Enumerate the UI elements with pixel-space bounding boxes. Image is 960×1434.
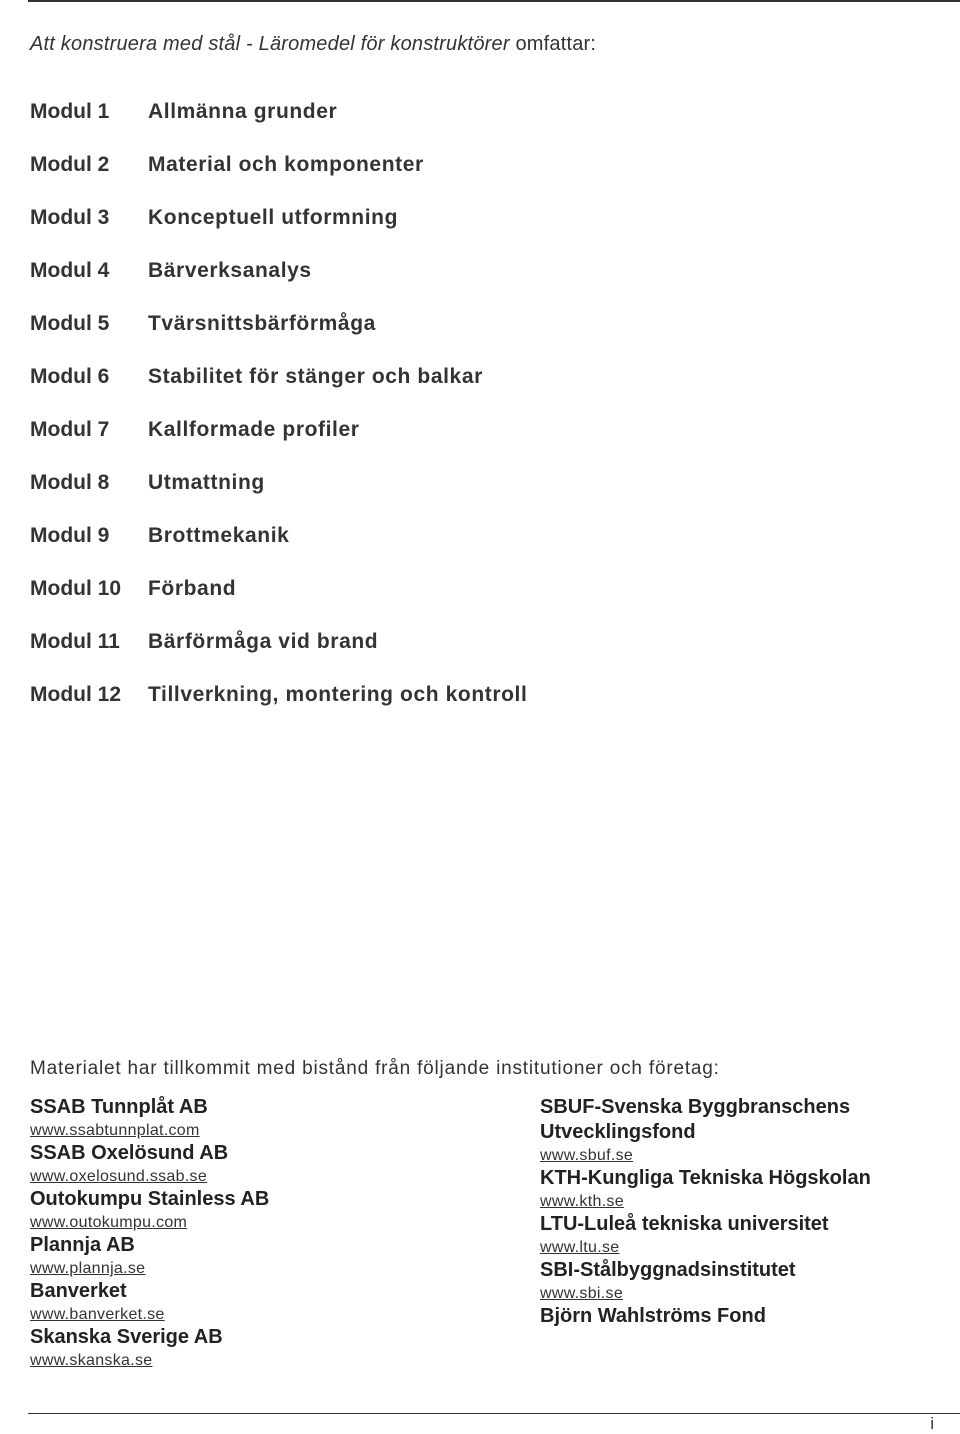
module-title: Kallformade profiler — [148, 417, 360, 441]
module-title: Konceptuell utformning — [148, 205, 399, 229]
module-number: Modul 11 — [30, 629, 120, 653]
module-item — [30, 350, 730, 403]
top-divider — [28, 0, 960, 2]
module-number: Modul 6 — [30, 364, 110, 388]
module-item — [30, 509, 730, 562]
sponsor-link[interactable]: www.oxelosund.ssab.se — [30, 1168, 208, 1185]
module-number: Modul 8 — [30, 470, 110, 494]
module-number: Modul 4 — [30, 258, 110, 282]
sponsor-link[interactable]: www.plannja.se — [30, 1260, 146, 1277]
support-intro-text: Materialet har tillkommit med bistånd från följande institutioner och företag: — [30, 1058, 720, 1079]
module-item — [30, 562, 730, 615]
module-number: Modul 5 — [30, 311, 110, 335]
intro-line — [30, 33, 596, 56]
module-item — [30, 191, 730, 244]
module-number: Modul 12 — [30, 682, 122, 706]
sponsor-name: SBUF-Svenska Byggbranschens Utvecklingsfond — [540, 1096, 851, 1143]
sponsor-name: Banverket — [30, 1280, 127, 1302]
sponsor-name: SSAB Oxelösund AB — [30, 1142, 229, 1164]
sponsor-name: LTU-Luleå tekniska universitet — [540, 1213, 829, 1235]
sponsor-link[interactable]: www.sbuf.se — [540, 1147, 634, 1164]
sponsor-link[interactable]: www.ltu.se — [540, 1239, 620, 1256]
module-item — [30, 297, 730, 350]
module-item — [30, 615, 730, 668]
sponsor-list-right — [540, 1095, 950, 1329]
module-item — [30, 244, 730, 297]
sponsor-list-left — [30, 1095, 500, 1371]
bottom-divider — [28, 1413, 960, 1414]
module-title: Tillverkning, montering och kontroll — [148, 682, 528, 706]
module-item — [30, 668, 730, 721]
module-title: Utmattning — [148, 470, 265, 494]
sponsor-link[interactable]: www.ssabtunnplat.com — [30, 1122, 200, 1139]
module-item — [30, 85, 730, 138]
module-title: Allmänna grunder — [148, 99, 338, 123]
module-number: Modul 9 — [30, 523, 110, 547]
sponsor-name: Outokumpu Stainless AB — [30, 1188, 270, 1210]
module-number: Modul 1 — [30, 99, 110, 123]
module-number: Modul 10 — [30, 576, 122, 600]
sponsor-link[interactable]: www.banverket.se — [30, 1306, 165, 1323]
module-title: Material och komponenter — [148, 152, 424, 176]
module-item — [30, 456, 730, 509]
module-number: Modul 7 — [30, 417, 110, 441]
module-item — [30, 138, 730, 191]
sponsor-name: Björn Wahlströms Fond — [540, 1305, 766, 1327]
module-title: Stabilitet för stänger och balkar — [148, 364, 483, 388]
sponsor-link[interactable]: www.outokumpu.com — [30, 1214, 188, 1231]
sponsor-link[interactable]: www.kth.se — [540, 1193, 624, 1210]
module-number: Modul 2 — [30, 152, 110, 176]
module-title: Tvärsnittsbärförmåga — [148, 311, 376, 335]
sponsor-link[interactable]: www.sbi.se — [540, 1285, 624, 1302]
sponsor-name: Plannja AB — [30, 1234, 135, 1256]
intro-suffix: omfattar: — [509, 33, 597, 55]
sponsor-name: SBI-Stålbyggnadsinstitutet — [540, 1259, 796, 1281]
sponsor-link[interactable]: www.skanska.se — [30, 1352, 153, 1369]
sponsor-name: Skanska Sverige AB — [30, 1326, 223, 1348]
module-number: Modul 3 — [30, 205, 110, 229]
module-title: Bärförmåga vid brand — [148, 629, 379, 653]
page-number: i — [930, 1414, 934, 1433]
module-list — [30, 85, 730, 721]
module-title: Förband — [148, 576, 237, 600]
module-item — [30, 403, 730, 456]
sponsor-name: SSAB Tunnplåt AB — [30, 1096, 208, 1118]
sponsor-name: KTH-Kungliga Tekniska Högskolan — [540, 1167, 871, 1189]
module-title: Bärverksanalys — [148, 258, 312, 282]
module-title: Brottmekanik — [148, 523, 290, 547]
book-title: Att konstruera med stål - Läromedel för konstruktörer — [30, 33, 510, 55]
